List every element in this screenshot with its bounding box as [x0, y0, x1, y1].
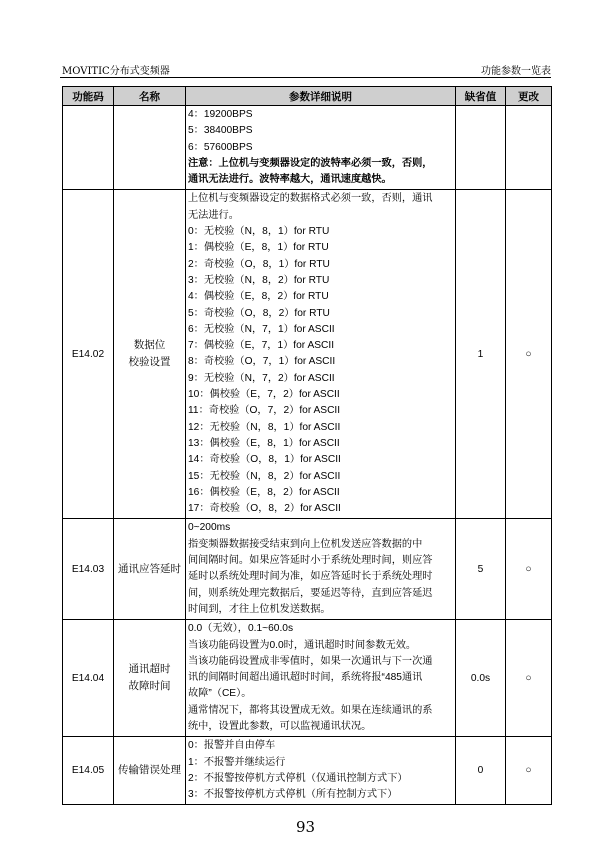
- detail-line: 2：不报警按停机方式停机（仅通讯控制方式下）: [188, 772, 408, 784]
- param-name: [114, 519, 186, 620]
- detail-line: 1：偶校验（E，8，1）for RTU: [188, 242, 329, 254]
- header-divider: [60, 77, 551, 78]
- detail-line: 通常情况下，都将其设置成无效。如果在连续通讯的系: [188, 704, 433, 716]
- detail-line: 12：无校验（N，8，1）for ASCII: [188, 421, 341, 433]
- detail-line: 0：报警并自由停车: [188, 740, 276, 752]
- param-name-line: 通讯超时: [128, 663, 171, 676]
- param-name-line: 数据位: [133, 339, 166, 352]
- detail-line: 0.0（无效），0.1~60.0s: [188, 623, 294, 635]
- table-header-row: [63, 87, 552, 106]
- detail-line: 间，则系统处理完数据后，要延迟等待，直到应答延迟: [188, 587, 433, 599]
- column-header-code: 功能码: [63, 87, 114, 106]
- detail-line: 指变频器数据接受结束到向上位机发送应答数据的中: [188, 538, 423, 550]
- param-code: [63, 106, 114, 190]
- detail-line: 当该功能码设置成非零值时，如果一次通讯与下一次通: [188, 655, 433, 667]
- param-change: ○: [506, 737, 552, 805]
- param-default: 0.0s: [456, 620, 506, 737]
- detail-line: 5：奇校验（O，8，2）for RTU: [188, 307, 330, 319]
- detail-line: 3：不报警按停机方式停机（所有控制方式下）: [188, 789, 398, 801]
- param-code: E14.04: [63, 620, 114, 737]
- param-default: [456, 106, 506, 190]
- detail-line: 延时以系统处理时间为准，如应答延时长于系统处理时: [188, 571, 433, 583]
- detail-line: 7：偶校验（E，7，1）for ASCII: [188, 340, 335, 352]
- detail-line: 0：无校验（N，8，1）for RTU: [188, 226, 330, 238]
- detail-line: 注意：上位机与变频器设定的波特率必须一致，否则，: [188, 157, 433, 169]
- param-code: E14.03: [63, 519, 114, 620]
- param-name-line: 校验设置: [128, 356, 171, 369]
- detail-line: 3：无校验（N，8，2）for RTU: [188, 274, 330, 286]
- column-header-default: 缺省值: [456, 87, 506, 106]
- detail-line: 9：无校验（N，7，2）for ASCII: [188, 372, 335, 384]
- detail-line: 无法进行。: [188, 209, 239, 221]
- param-name-line: 传输错误处理: [118, 764, 181, 777]
- detail-line: 4：偶校验（E，8，2）for RTU: [188, 291, 329, 303]
- param-detail: [186, 106, 456, 190]
- param-default: 5: [456, 519, 506, 620]
- detail-line: 上位机与变频器设定的数据格式必须一致，否则，通讯: [188, 193, 433, 205]
- detail-line: 8：奇校验（O，7，1）for ASCII: [188, 356, 336, 368]
- header-left: MOVITIC分布式变频器: [62, 66, 170, 77]
- detail-line: 11：奇校验（O，7，2）for ASCII: [188, 405, 341, 417]
- detail-line: 10：偶校验（E，7，2）for ASCII: [188, 389, 340, 401]
- table-row: [63, 106, 552, 190]
- detail-line: 16：偶校验（E，8，2）for ASCII: [188, 486, 340, 498]
- param-change: ○: [506, 519, 552, 620]
- detail-line: 2：奇校验（O，8，1）for RTU: [188, 258, 330, 270]
- parameter-table: [62, 86, 552, 805]
- param-default: 0: [456, 737, 506, 805]
- param-name-line: 故障时间: [128, 680, 171, 693]
- header-right: 功能参数一览表: [481, 66, 551, 77]
- table-row: [63, 190, 552, 519]
- detail-line: 5：38400BPS: [188, 125, 253, 137]
- detail-line: 6：无校验（N，7，1）for ASCII: [188, 323, 335, 335]
- param-default: 1: [456, 190, 506, 519]
- detail-line: 当该功能码设置为0.0时，通讯超时时间参数无效。: [188, 639, 417, 651]
- detail-line: 故障”（CE）。: [188, 688, 252, 700]
- page-number: 93: [295, 818, 316, 836]
- detail-line: 讯的间隔时间超出通讯超时时间，系统将报“485通讯: [188, 672, 423, 684]
- column-header-name: 名称: [114, 87, 186, 106]
- detail-line: 6：57600BPS: [188, 141, 253, 153]
- param-code: E14.05: [63, 737, 114, 805]
- param-detail: [186, 737, 456, 805]
- param-detail: [186, 620, 456, 737]
- detail-line: 间间隔时间。如果应答延时小于系统处理时间，则应答: [188, 555, 433, 567]
- param-change: [506, 106, 552, 190]
- param-name: [114, 620, 186, 737]
- detail-line: 15：无校验（N，8，2）for ASCII: [188, 470, 341, 482]
- detail-line: 0~200ms: [188, 522, 231, 534]
- table-row: [63, 737, 552, 805]
- param-name: [114, 106, 186, 190]
- column-header-change: 更改: [506, 87, 552, 106]
- detail-line: 通讯无法进行。波特率越大，通讯速度越快。: [188, 174, 392, 186]
- param-detail: [186, 190, 456, 519]
- detail-line: 14：奇校验（O，8，1）for ASCII: [188, 454, 341, 466]
- param-code: E14.02: [63, 190, 114, 519]
- detail-line: 13：偶校验（E，8，1）for ASCII: [188, 437, 340, 449]
- detail-line: 1：不报警并继续运行: [188, 756, 286, 768]
- param-name-line: 通讯应答延时: [118, 562, 181, 575]
- column-header-detail: 参数详细说明: [186, 87, 456, 106]
- table-row: [63, 519, 552, 620]
- table-row: [63, 620, 552, 737]
- detail-line: 17：奇校验（O，8，2）for ASCII: [188, 503, 341, 515]
- param-name: [114, 737, 186, 805]
- param-change: ○: [506, 190, 552, 519]
- detail-line: 统中，设置此参数，可以监视通讯状况。: [188, 720, 372, 732]
- param-name: [114, 190, 186, 519]
- param-detail: [186, 519, 456, 620]
- param-change: ○: [506, 620, 552, 737]
- detail-line: 4：19200BPS: [188, 109, 253, 120]
- detail-line: 时间到，才往上位机发送数据。: [188, 603, 331, 615]
